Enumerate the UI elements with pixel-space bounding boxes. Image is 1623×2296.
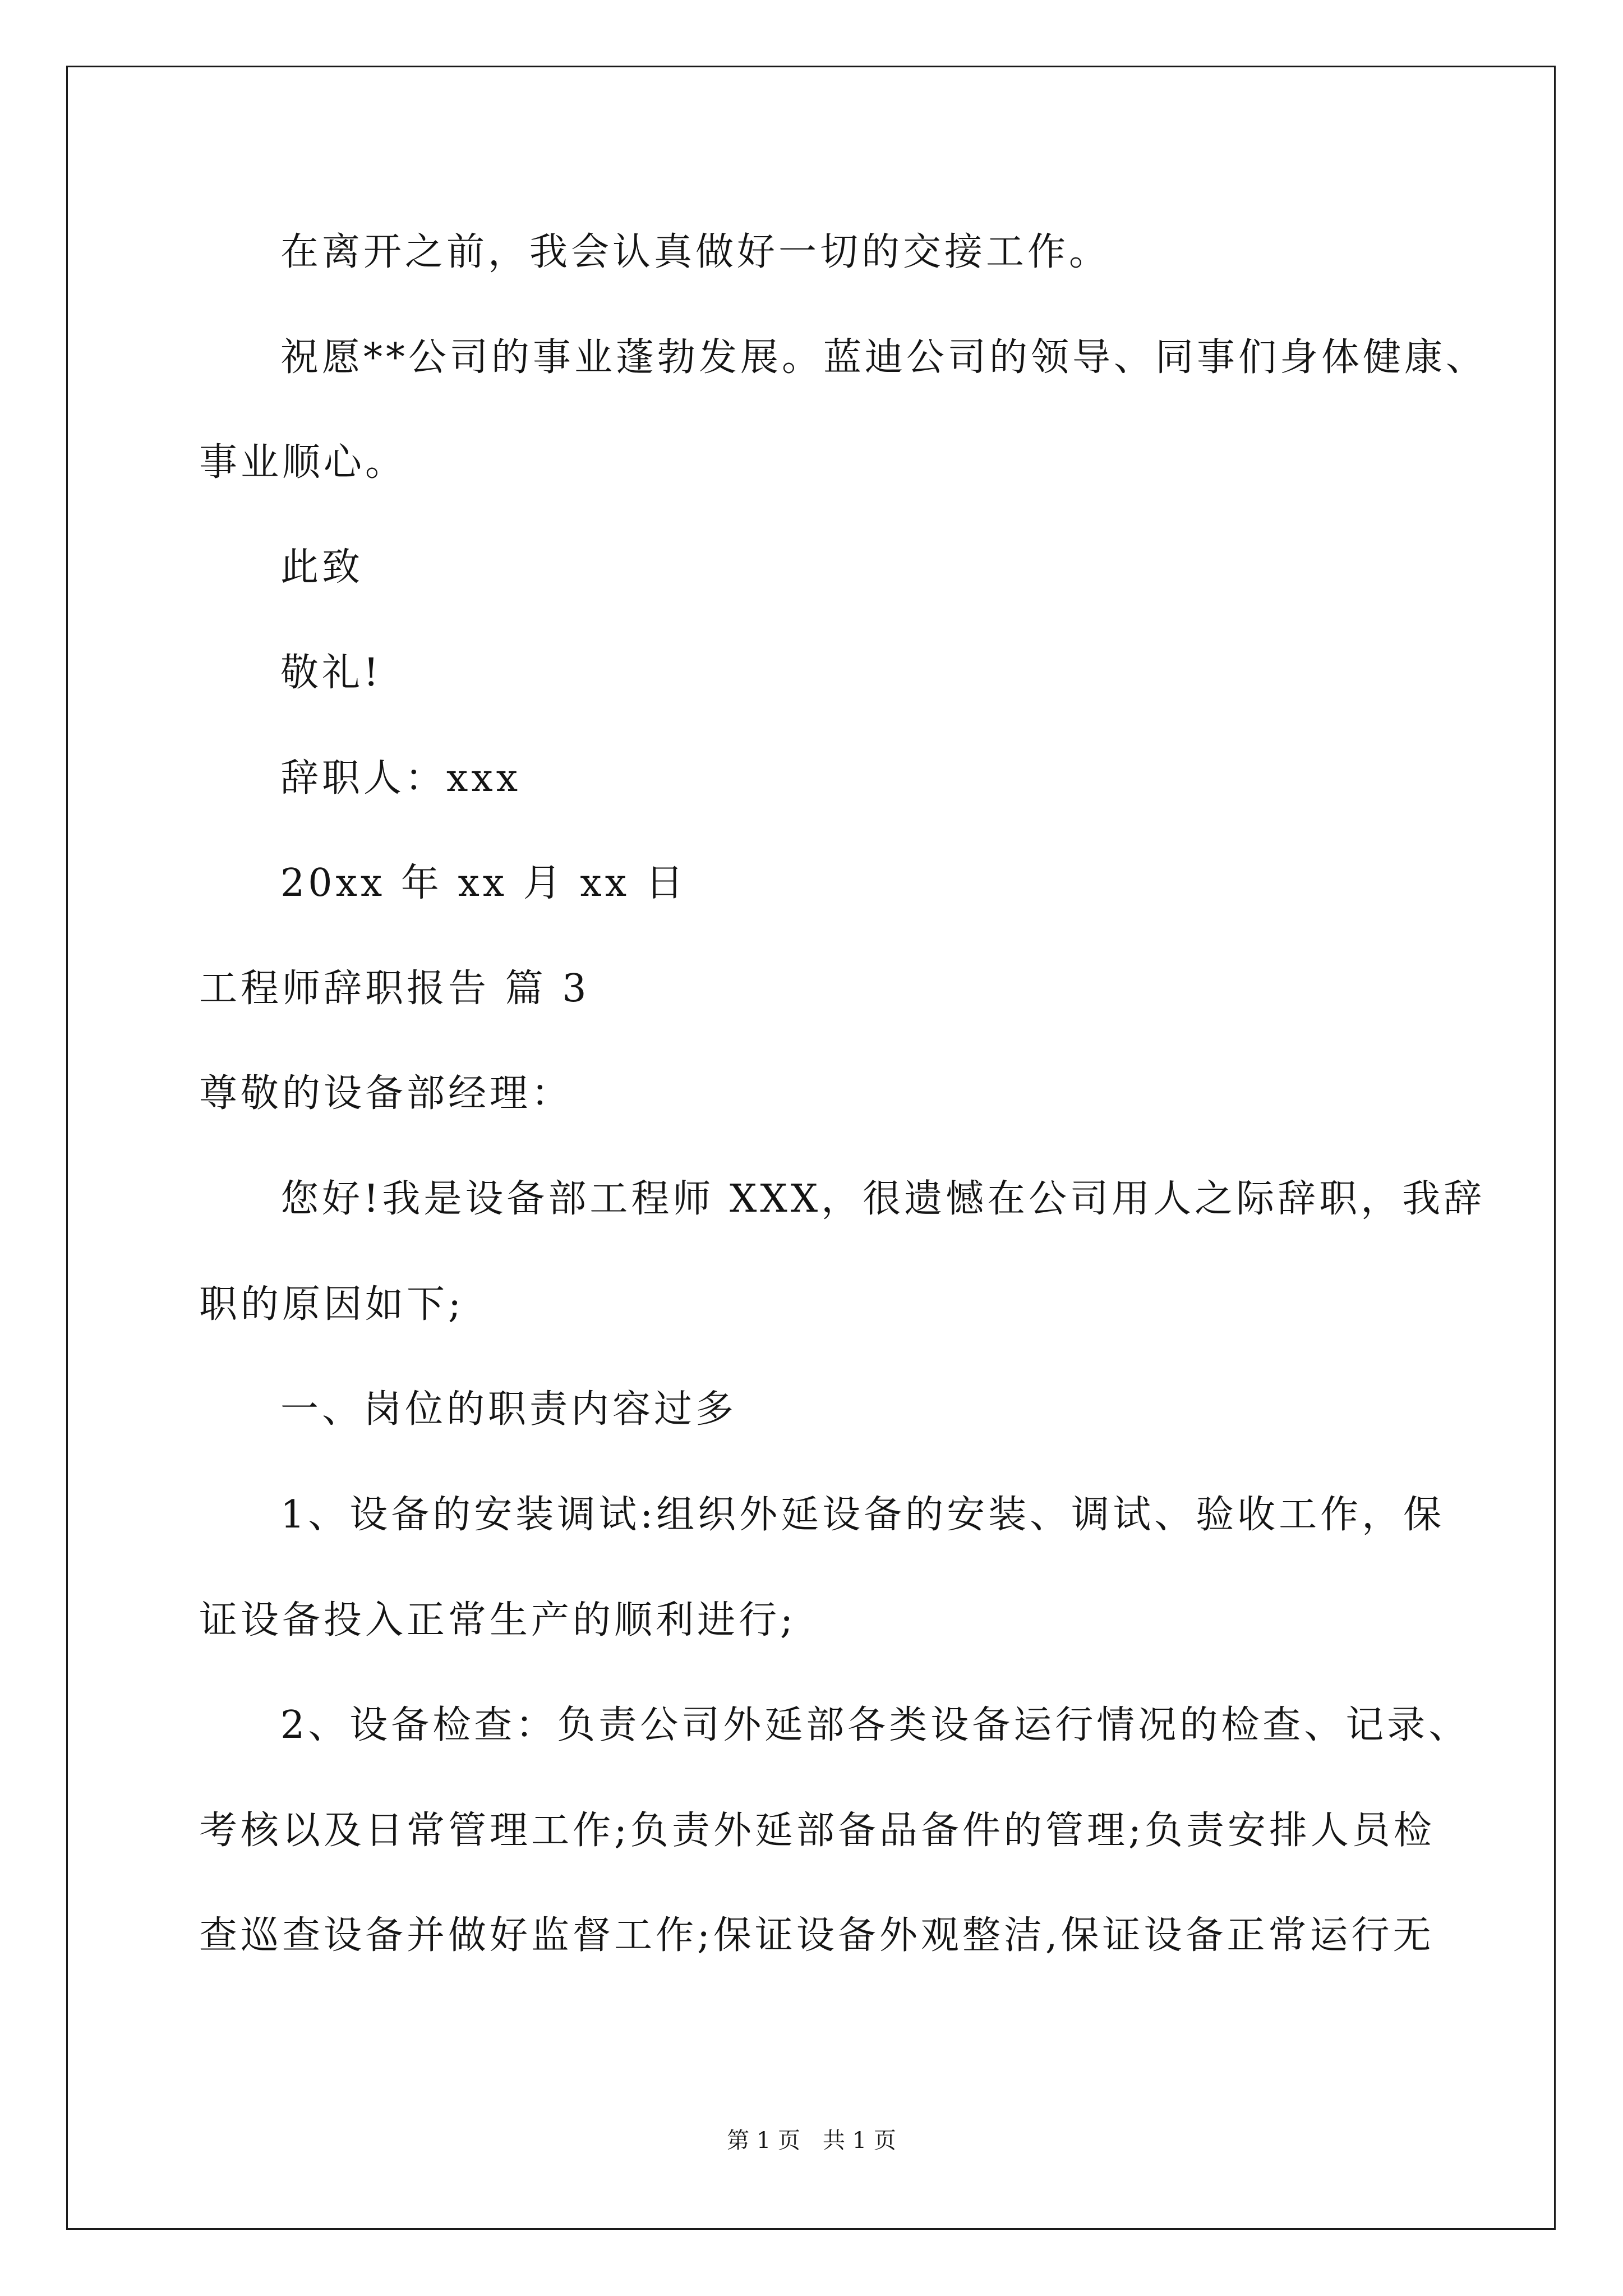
- paragraph-line: 事业顺心。: [199, 440, 407, 485]
- list-item-line: 考核以及日常管理工作;负责外延部备品备件的管理;负责安排人员检: [199, 1809, 1435, 1853]
- date-line: 20xx 年 xx 月 xx 日: [280, 861, 687, 905]
- list-item-line: 证设备投入正常生产的顺利进行;: [199, 1598, 796, 1642]
- section-heading: 工程师辞职报告 篇 3: [199, 967, 590, 1011]
- closing-salutation: 此致: [280, 545, 364, 590]
- list-item-line: 1、设备的安装调试:组织外延设备的安装、调试、验收工作，保: [280, 1493, 1445, 1537]
- signature-line: 辞职人：xxx: [280, 756, 522, 800]
- page-border: [66, 66, 1556, 2230]
- page-number-total: 共 1 页: [823, 2128, 896, 2154]
- page-number-current: 第 1 页: [727, 2128, 800, 2154]
- list-item-line: 2、设备检查：负责公司外延部各类设备运行情况的检查、记录、: [280, 1703, 1470, 1747]
- paragraph-line: 您好!我是设备部工程师 XXX，很遗憾在公司用人之际辞职，我辞: [280, 1177, 1486, 1221]
- paragraph-line: 在离开之前，我会认真做好一切的交接工作。: [280, 230, 1111, 274]
- list-item-line: 查巡查设备并做好监督工作;保证设备外观整洁,保证设备正常运行无: [199, 1913, 1435, 1958]
- paragraph-line: 祝愿**公司的事业蓬勃发展。蓝迪公司的领导、同事们身体健康、: [280, 335, 1488, 380]
- greeting-line: 尊敬的设备部经理：: [199, 1071, 573, 1116]
- list-heading: 一、岗位的职责内容过多: [280, 1387, 737, 1432]
- paragraph-line: 职的原因如下;: [199, 1282, 464, 1327]
- page-footer: [0, 2125, 1623, 2156]
- closing-regards: 敬礼!: [280, 651, 382, 695]
